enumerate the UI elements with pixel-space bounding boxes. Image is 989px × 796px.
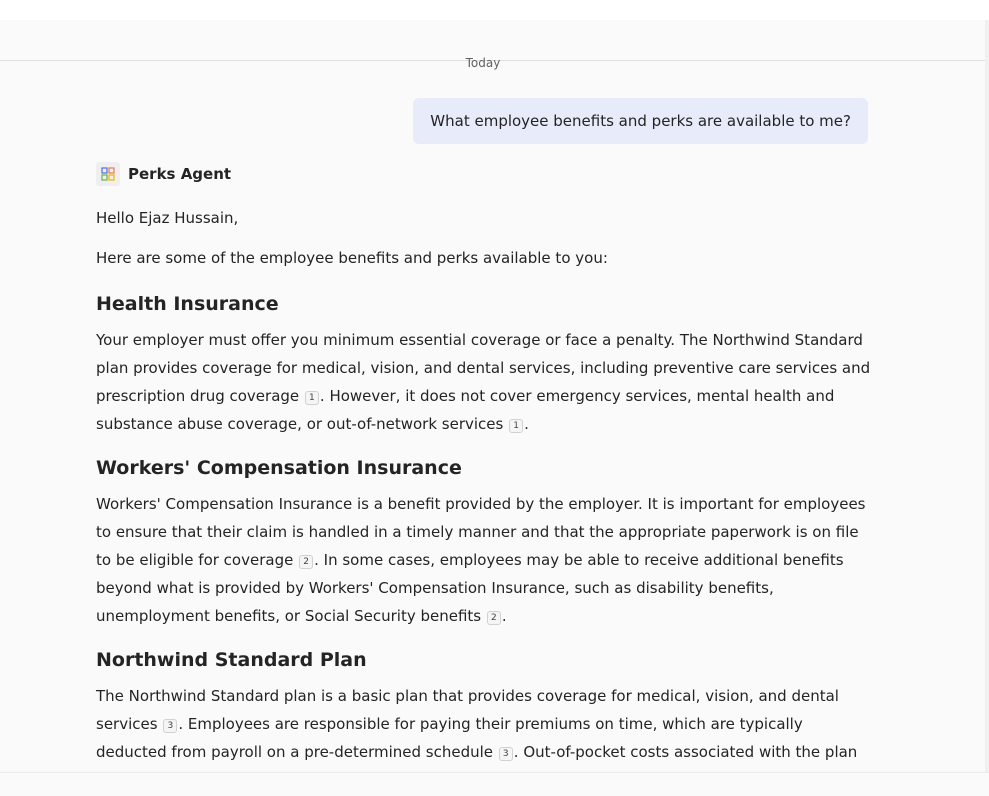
citation-marker[interactable]: 3 xyxy=(163,719,177,733)
body-text: . xyxy=(501,607,507,625)
citation-marker[interactable]: 1 xyxy=(509,419,523,433)
top-strip xyxy=(0,0,989,20)
body-text: . Employees are responsible for paying their premiums on time, which are typically deducted from payroll on a pre-determined schedule xyxy=(96,715,803,761)
section-title-northwind-standard-plan: Northwind Standard Plan xyxy=(96,649,367,671)
section-body-health-insurance xyxy=(96,326,871,438)
bottom-bar xyxy=(0,772,989,796)
body-text: . Out-of-pocket costs associated with the plan xyxy=(513,743,858,761)
greeting-text: Hello Ejaz Hussain, xyxy=(96,209,239,227)
intro-text: Here are some of the employee benefits and perks available to you: xyxy=(96,249,608,267)
agent-header xyxy=(96,162,871,186)
citation-marker[interactable]: 2 xyxy=(487,611,501,625)
body-text: Workers' Compensation Insurance is a benefit provided by the employer. It is important for employees to ensure that their claim is handled in a timely manner and that the appropriate paperwork is on file to be eligible for coverage xyxy=(96,495,866,569)
citation-marker[interactable]: 2 xyxy=(299,555,313,569)
citation-marker[interactable]: 1 xyxy=(305,391,319,405)
perks-agent-icon xyxy=(96,162,120,186)
agent-message xyxy=(96,162,871,794)
scrollbar-track[interactable] xyxy=(985,20,989,773)
body-text: The Northwind Standard plan is a basic plan that provides coverage for medical, vision, and dental services xyxy=(96,687,839,733)
user-message-bubble: What employee benefits and perks are available to me? xyxy=(413,98,868,144)
body-text: . In some cases, employees may be able to receive additional benefits beyond what is provided by Workers' Compensation Insurance, such as disability benefits, unemployment benefits, or Social Security benefits xyxy=(96,551,844,625)
section-title-workers-compensation: Workers' Compensation Insurance xyxy=(96,457,462,479)
body-text: . However, it does not cover emergency services, mental health and substance abuse coverage, or out-of-network services xyxy=(96,387,835,433)
body-text: Your employer must offer you minimum essential coverage or face a penalty. The Northwind Standard plan provides coverage for medical, vision, and dental services, including preventive care services and prescription drug coverage xyxy=(96,331,871,405)
header-bar xyxy=(0,20,989,61)
citation-marker[interactable]: 3 xyxy=(499,747,513,761)
date-divider: Today xyxy=(465,56,501,70)
body-text: . xyxy=(524,415,529,433)
section-title-health-insurance: Health Insurance xyxy=(96,293,279,315)
agent-name: Perks Agent xyxy=(128,165,232,183)
section-body-workers-compensation xyxy=(96,490,871,630)
